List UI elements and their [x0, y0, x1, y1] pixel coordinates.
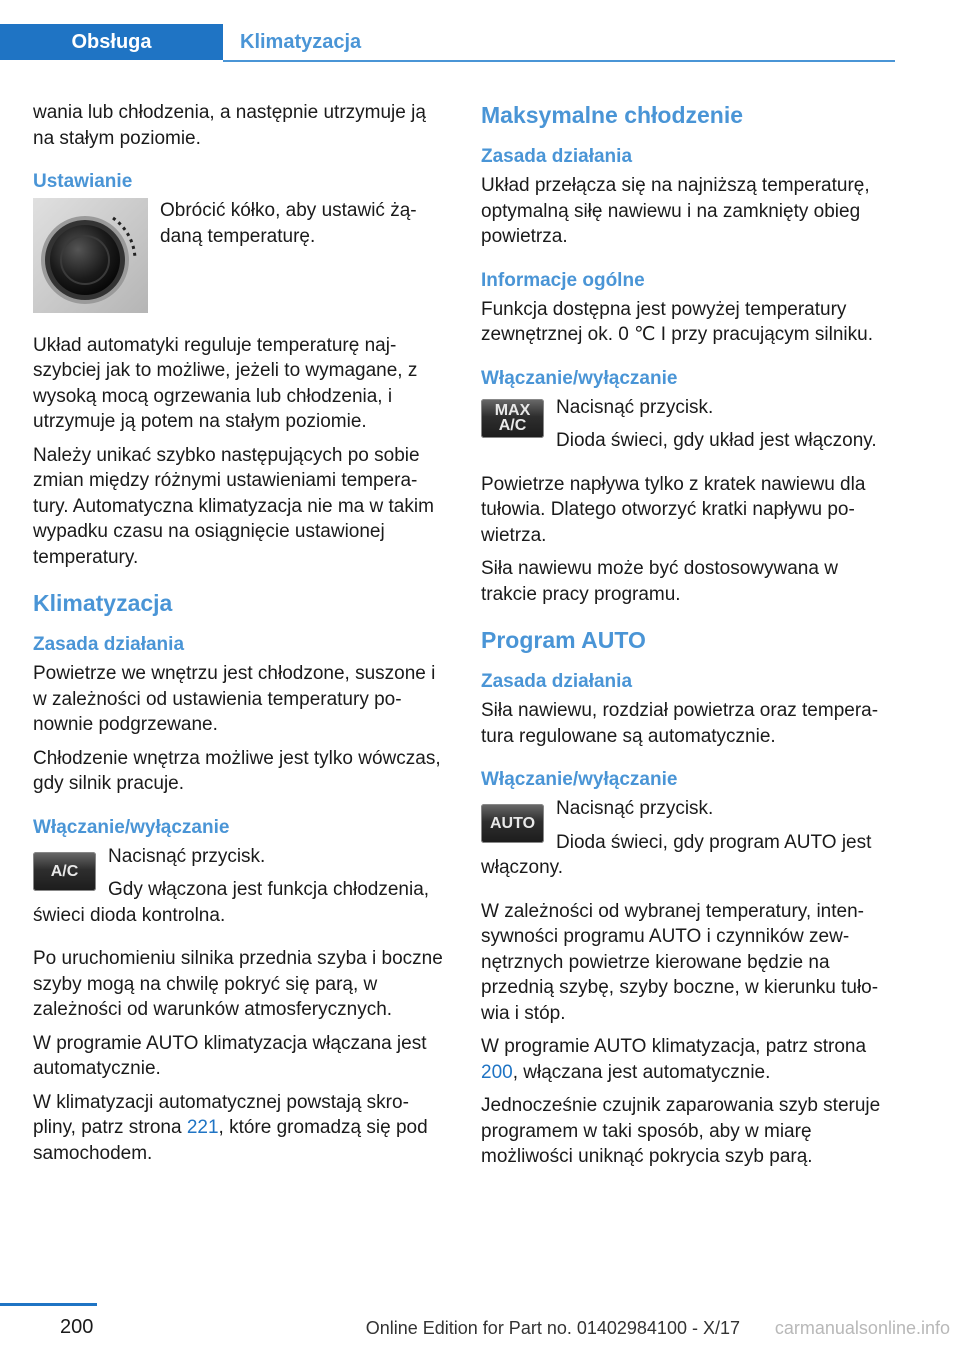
heading-wlaczanie: Włączanie/wyłączanie	[481, 769, 678, 790]
paragraph: W zależności od wybranej temperatury, intensywności programu AUTO i czynników zewnętrznych powietrze kierowane będzie na przednią szybę, szyby boczne, w kierunku tułowia i stóp.	[481, 900, 879, 1024]
tab-obsluga[interactable]: Obsługa	[0, 24, 223, 60]
paragraph: Chłodzenie wnętrza możliwe jest tylko wówczas, gdy silnik pracuje.	[33, 747, 441, 794]
paragraph-text: W programie AUTO klimatyzacja, patrz strona	[481, 1036, 867, 1057]
right-column	[481, 100, 893, 1178]
paragraph: Układ automatyki reguluje temperaturę najszybciej jak to możliwe, jeżeli to wymagane, z wysoką mocą ogrzewania lub chłodzenia, i utrzymuje ją potem na stałym poziomie.	[33, 334, 418, 432]
heading-ustawianie: Ustawianie	[33, 171, 133, 192]
heading-zasada-dzialania: Zasada działania	[33, 634, 185, 655]
instruction-text: Nacisnąć przycisk.	[108, 845, 266, 867]
paragraph	[33, 1090, 445, 1167]
header-rule	[223, 60, 895, 62]
heading-klimatyzacja: Klimatyzacja	[33, 590, 173, 616]
knob-instruction: Obrócić kółko, aby ustawić żądaną temperaturę.	[160, 200, 417, 247]
instruction-text: Nacisnąć przycisk.	[556, 396, 714, 418]
paragraph-text: W klimatyzacji automatycznej powstają skropliny, patrz strona	[33, 1091, 409, 1138]
knob-figure	[33, 198, 445, 321]
paragraph-text: , włączana jest automatycznie.	[512, 1061, 771, 1083]
paragraph: Powietrze we wnętrzu jest chłodzone, suszone i w zależności od ustawienia temperatury ponownie podgrzewane.	[33, 663, 436, 735]
page-link-221[interactable]: 221	[186, 1117, 219, 1138]
edition-note: Online Edition for Part no. 01402984100 - X/17	[365, 1318, 740, 1338]
instruction-text: Dioda świeci, gdy układ jest włączony.	[556, 430, 877, 451]
heading-zasada-dzialania: Zasada działania	[481, 671, 633, 692]
ac-instruction	[33, 844, 445, 929]
heading-program-auto: Program AUTO	[481, 627, 646, 653]
button-label: A/C	[498, 417, 527, 434]
heading-wlaczanie: Włączanie/wyłączanie	[481, 367, 678, 389]
instruction-text: Nacisnąć przycisk.	[556, 798, 714, 819]
footer-rule	[0, 1303, 97, 1306]
instruction-text: Dioda świeci, gdy program AUTO jest włączony.	[481, 831, 872, 878]
left-column	[33, 100, 445, 1174]
paragraph: Siła nawiewu może być dostosowywana w trakcie pracy programu.	[481, 558, 838, 605]
heading-maksymalne-chlodzenie: Maksymalne chłodzenie	[481, 102, 744, 128]
page-number: 200	[60, 1316, 94, 1338]
paragraph	[481, 1034, 893, 1085]
paragraph: wania lub chłodzenia, a następnie utrzymuje ją na stałym poziomie.	[33, 102, 426, 149]
paragraph: Funkcja dostępna jest powyżej temperatury zewnętrznej ok. 0 ℃ I przy pracującym silniku.	[481, 298, 873, 345]
heading-wlaczanie: Włączanie/wyłączanie	[33, 816, 230, 838]
paragraph-text: , które gromadzą się pod samochodem.	[33, 1117, 428, 1164]
paragraph: W programie AUTO klimatyzacja włączana jest automatycznie.	[33, 1032, 427, 1079]
auto-instruction	[481, 796, 893, 881]
ac-button[interactable]: A/C	[33, 852, 96, 891]
page-link-200[interactable]: 200	[481, 1061, 513, 1083]
max-ac-instruction	[481, 395, 893, 454]
header	[0, 0, 960, 64]
paragraph: Powietrze napływa tylko z kratek nawiewu dla tułowia. Dlatego otworzyć kratki napływu powietrza.	[481, 473, 866, 546]
knob-icon	[33, 198, 148, 313]
paragraph: Jednocześnie czujnik zaparowania szyb steruje programem w taki sposób, aby w miarę możliwości uniknąć pokrycia szyb parą.	[481, 1095, 881, 1167]
watermark: carmanualsonline.info	[774, 1318, 950, 1338]
max-ac-button[interactable]	[481, 395, 544, 438]
instruction-text: Gdy włączona jest funkcja chłodzenia, świeci dioda kontrolna.	[33, 879, 430, 926]
auto-button[interactable]: AUTO	[481, 804, 544, 843]
temperature-knob-image	[33, 198, 148, 321]
heading-informacje-ogolne: Informacje ogólne	[481, 269, 645, 291]
heading-zasada-dzialania: Zasada działania	[481, 146, 633, 167]
button-label: MAX	[494, 402, 531, 419]
paragraph: Po uruchomieniu silnika przednia szyba i boczne szyby mogą na chwilę pokryć się parą, w zależności od warunków atmosferycznych.	[33, 948, 443, 1020]
paragraph: Należy unikać szybko następujących po sobie zmian między różnymi ustawieniami temperatury. Automatyczna klimatyzacja nie ma w takim wypadku czasu na osiągnięcie ustawionej temperatury.	[33, 444, 434, 568]
tab-klimatyzacja[interactable]: Klimatyzacja	[240, 30, 362, 53]
paragraph: Siła nawiewu, rozdział powietrza oraz temperatura regulowane są automatycznie.	[481, 700, 879, 747]
paragraph: Układ przełącza się na najniższą temperaturę, optymalną siłę nawiewu i na zamknięty obieg powietrza.	[481, 175, 870, 247]
